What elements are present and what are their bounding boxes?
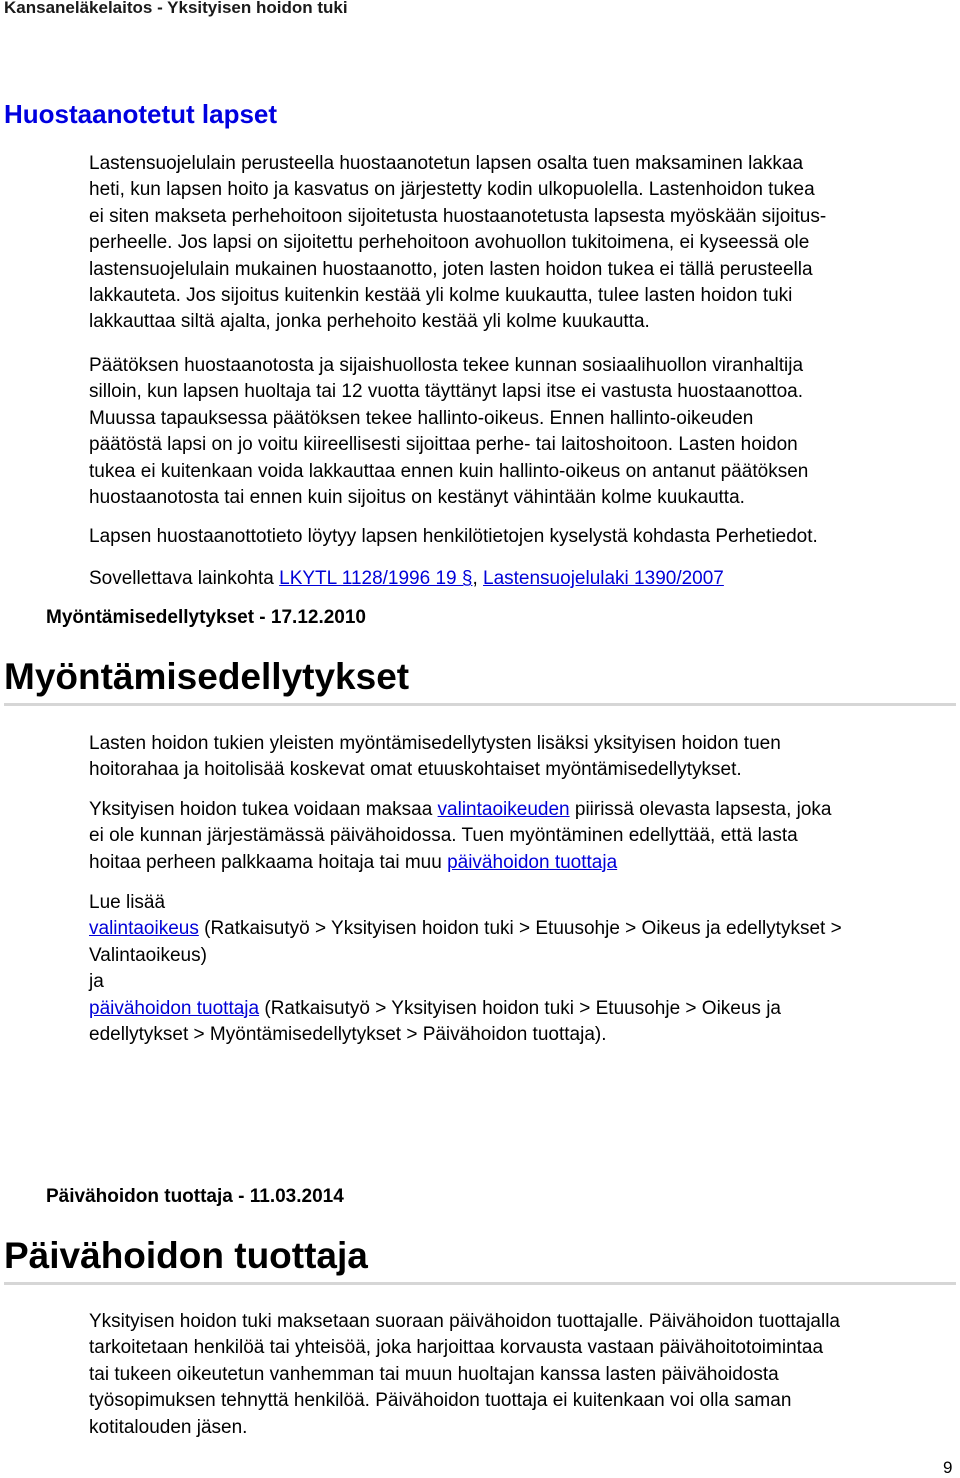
text-line: tukea ei kuitenkaan voida lakkauttaa ennen kuin hallinto-oikeus on antanut päätöksen [89, 460, 809, 482]
link-lastensuojelulaki[interactable]: Lastensuojelulaki 1390/2007 [483, 568, 724, 589]
text-line: edellytykset > Myöntämisedellytykset > Päivähoidon tuottaja). [89, 1024, 607, 1046]
link-valintaoikeuden[interactable]: valintaoikeuden [437, 799, 570, 820]
text-line [89, 916, 955, 942]
text-line: Muussa tapauksessa päätöksen tekee hallinto-oikeus. Ennen hallinto-oikeuden [89, 407, 754, 429]
text-line: huostaanotosta tai ennen kuin sijoitus on kestänyt vähintään kolme kuukautta. [89, 487, 745, 509]
text-line: päätöstä lapsi on jo voitu kiireellisesti sijoittaa perhe- tai laitoshoitoon. Lasten hoidon [89, 434, 798, 456]
text-line: kotitalouden jäsen. [89, 1416, 248, 1438]
text-line: ei siten makseta perhehoitoon sijoitetusta huostaanotetusta lapsesta myöskään sijoitus- [89, 205, 827, 227]
lainkohta-label: Sovellettava lainkohta [89, 568, 280, 589]
text-line: ja [89, 971, 104, 993]
text-line: Yksityisen hoidon tuki maksetaan suoraan päivähoidon tuottajalle. Päivähoidon tuottajalla [89, 1311, 840, 1332]
paragraph-myontamis-1 [89, 731, 955, 784]
dated-title-paivahoidon-tuottaja: Päivähoidon tuottaja - 11.03.2014 [46, 1186, 344, 1207]
paragraph-lainkohta [89, 566, 955, 592]
text-line: työsopimuksen tehnyttä henkilöä. Päivähoidon tuottaja ei kuitenkaan voi olla saman [89, 1390, 792, 1412]
text-line [89, 797, 955, 823]
paragraph-myontamis-2 [89, 797, 955, 876]
text-line: Valintaoikeus) [89, 944, 207, 966]
text-line: hoitorahaa ja hoitolisää koskevat omat etuuskohtaiset myöntämisedellytykset. [89, 759, 742, 781]
page-title-myontamisedellytykset: Myöntämisedellytykset [4, 656, 410, 697]
paragraph-huostaanotto-2 [89, 353, 955, 511]
text-line: tarkoitetaan henkilöä tai yhteisöä, joka harjoittaa korvausta vastaan päivähoitotoimintaa [89, 1337, 824, 1359]
text-segment: hoitaa perheen palkkaama hoitaja tai muu [89, 851, 448, 873]
dated-title-myontamisedellytykset: Myöntämisedellytykset - 17.12.2010 [46, 607, 367, 628]
section-divider [4, 703, 956, 706]
text-segment: piirissä olevasta lapsesta, joka [569, 799, 832, 820]
text-line [89, 850, 955, 876]
paragraph-lue-lisaa [89, 890, 955, 1048]
paragraph-huostaanotto-1 [89, 151, 955, 336]
text-line: ei ole kunnan järjestämässä päivähoidossa. Tuen myöntäminen edellyttää, että lasta [89, 825, 798, 847]
text-line: heti, kun lapsen hoito ja kasvatus on järjestetty kodin ulkopuolella. Lastenhoidon tukea [89, 179, 815, 201]
page-number: 9 [943, 1458, 953, 1477]
text-line: tai tukeen oikeutetun vanhemman tai muun huoltajan kanssa lasten päivähoidosta [89, 1363, 779, 1385]
text-segment: (Ratkaisutyö > Yksityisen hoidon tuki > Etuusohje > Oikeus ja edellytykset > [198, 918, 842, 940]
text-segment: Yksityisen hoidon tukea voidaan maksaa [89, 799, 438, 820]
text-line: lakkauteta. Jos sijoitus kuitenkin kestää yli kolme kuukautta, tulee lasten hoidon tuki [89, 285, 793, 307]
paragraph-paivahoito-1 [89, 1309, 955, 1441]
link-paivahoidon-tuottaja-2[interactable]: päivähoidon tuottaja [89, 997, 260, 1019]
running-header: Kansaneläkelaitos - Yksityisen hoidon tuki [4, 0, 348, 17]
text-line [89, 566, 955, 592]
text-line: Lastensuojelulain perusteella huostaanotetun lapsen osalta tuen maksaminen lakkaa [89, 153, 804, 174]
text-line: lastensuojelulain mukainen huostaanotto, joten lasten hoidon tukea ei tällä perusteella [89, 258, 813, 280]
text-line: Päätöksen huostaanotosta ja sijaishuollosta tekee kunnan sosiaalihuollon viranhaltija [89, 355, 804, 376]
text-line: Lasten hoidon tukien yleisten myöntämisedellytysten lisäksi yksityisen hoidon tuen [89, 733, 781, 754]
text-line: perheelle. Jos lapsi on sijoitettu perhehoitoon avohuollon tukitoimena, ei kyseessä ole [89, 232, 810, 254]
separator: , [472, 568, 484, 589]
text-line: Lapsen huostaanottotieto löytyy lapsen henkilötietojen kyselystä kohdasta Perhetiedot. [89, 526, 818, 547]
read-more-label: Lue lisää [89, 892, 166, 913]
link-lkytl[interactable]: LKYTL 1128/1996 19 § [279, 568, 473, 589]
page-title-paivahoidon-tuottaja: Päivähoidon tuottaja [4, 1235, 368, 1276]
link-paivahoidon-tuottaja[interactable]: päivähoidon tuottaja [447, 851, 618, 873]
text-line [89, 996, 955, 1022]
text-line: lakkauttaa siltä ajalta, jonka perhehoito kestää yli kolme kuukautta. [89, 311, 650, 333]
section-heading-huostaanotetut: Huostaanotetut lapset [4, 99, 278, 129]
section-divider [4, 1282, 956, 1285]
text-line: silloin, kun lapsen huoltaja tai 12 vuotta täyttänyt lapsi itse ei vastusta huostaanottoa. [89, 381, 804, 403]
text-segment: (Ratkaisutyö > Yksityisen hoidon tuki > Etuusohje > Oikeus ja [259, 997, 781, 1019]
link-valintaoikeus[interactable]: valintaoikeus [89, 918, 199, 940]
paragraph-huostaanottotieto [89, 524, 955, 550]
